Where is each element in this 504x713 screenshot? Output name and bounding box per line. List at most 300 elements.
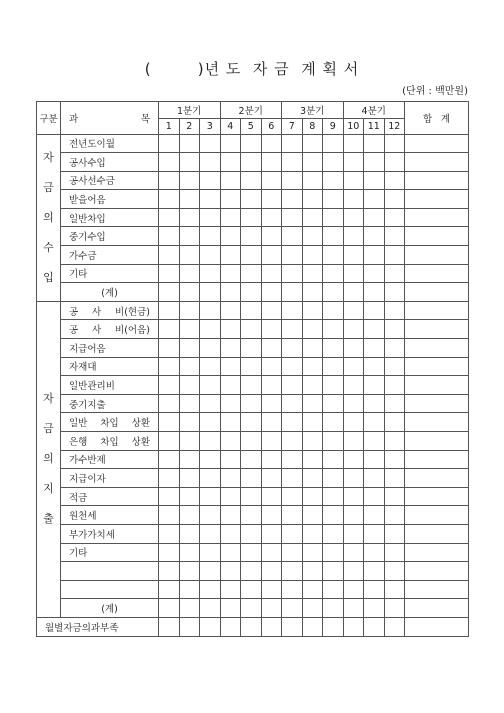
month-cell[interactable]	[241, 320, 262, 339]
month-cell[interactable]	[179, 599, 200, 618]
total-cell[interactable]	[405, 208, 469, 227]
month-cell[interactable]	[220, 469, 241, 488]
total-cell[interactable]	[405, 190, 469, 209]
month-cell[interactable]	[384, 320, 405, 339]
month-cell[interactable]	[241, 394, 262, 413]
month-cell[interactable]	[302, 524, 323, 543]
month-cell[interactable]	[343, 283, 364, 302]
month-cell[interactable]	[179, 246, 200, 265]
month-cell[interactable]	[261, 134, 282, 153]
month-cell[interactable]	[200, 208, 221, 227]
month-cell[interactable]	[384, 246, 405, 265]
month-cell[interactable]	[241, 301, 262, 320]
month-cell[interactable]	[261, 413, 282, 432]
month-cell[interactable]	[220, 227, 241, 246]
month-cell[interactable]	[302, 376, 323, 395]
month-cell[interactable]	[282, 450, 303, 469]
month-cell[interactable]	[261, 246, 282, 265]
month-cell[interactable]	[323, 134, 344, 153]
month-cell[interactable]	[364, 599, 385, 618]
total-cell[interactable]	[405, 543, 469, 562]
month-cell[interactable]	[159, 320, 180, 339]
month-cell[interactable]	[200, 357, 221, 376]
month-cell[interactable]	[179, 208, 200, 227]
month-cell[interactable]	[343, 357, 364, 376]
total-cell[interactable]	[405, 357, 469, 376]
month-cell[interactable]	[200, 580, 221, 599]
month-cell[interactable]	[241, 469, 262, 488]
month-cell[interactable]	[323, 543, 344, 562]
month-cell[interactable]	[179, 524, 200, 543]
month-cell[interactable]	[364, 171, 385, 190]
month-cell[interactable]	[220, 506, 241, 525]
month-cell[interactable]	[179, 339, 200, 358]
month-cell[interactable]	[302, 394, 323, 413]
month-cell[interactable]	[200, 599, 221, 618]
month-cell[interactable]	[384, 301, 405, 320]
month-cell[interactable]	[261, 506, 282, 525]
month-cell[interactable]	[241, 153, 262, 172]
month-cell[interactable]	[343, 562, 364, 581]
month-cell[interactable]	[200, 283, 221, 302]
month-cell[interactable]	[241, 376, 262, 395]
month-cell[interactable]	[364, 394, 385, 413]
month-cell[interactable]	[220, 580, 241, 599]
month-cell[interactable]	[261, 432, 282, 451]
month-cell[interactable]	[200, 432, 221, 451]
month-cell[interactable]	[179, 562, 200, 581]
month-cell[interactable]	[220, 376, 241, 395]
month-cell[interactable]	[364, 617, 385, 636]
month-cell[interactable]	[179, 301, 200, 320]
month-cell[interactable]	[261, 524, 282, 543]
month-cell[interactable]	[159, 562, 180, 581]
month-cell[interactable]	[220, 283, 241, 302]
month-cell[interactable]	[200, 320, 221, 339]
month-cell[interactable]	[302, 301, 323, 320]
month-cell[interactable]	[384, 134, 405, 153]
month-cell[interactable]	[261, 171, 282, 190]
month-cell[interactable]	[241, 357, 262, 376]
month-cell[interactable]	[384, 339, 405, 358]
month-cell[interactable]	[200, 339, 221, 358]
month-cell[interactable]	[200, 153, 221, 172]
month-cell[interactable]	[200, 246, 221, 265]
month-cell[interactable]	[384, 357, 405, 376]
month-cell[interactable]	[323, 339, 344, 358]
month-cell[interactable]	[282, 320, 303, 339]
month-cell[interactable]	[159, 301, 180, 320]
month-cell[interactable]	[241, 543, 262, 562]
month-cell[interactable]	[200, 562, 221, 581]
month-cell[interactable]	[159, 227, 180, 246]
month-cell[interactable]	[364, 339, 385, 358]
total-cell[interactable]	[405, 432, 469, 451]
month-cell[interactable]	[323, 432, 344, 451]
month-cell[interactable]	[220, 171, 241, 190]
month-cell[interactable]	[159, 246, 180, 265]
month-cell[interactable]	[179, 469, 200, 488]
month-cell[interactable]	[220, 487, 241, 506]
total-cell[interactable]	[405, 506, 469, 525]
month-cell[interactable]	[200, 190, 221, 209]
month-cell[interactable]	[200, 134, 221, 153]
month-cell[interactable]	[343, 394, 364, 413]
month-cell[interactable]	[261, 339, 282, 358]
month-cell[interactable]	[179, 580, 200, 599]
month-cell[interactable]	[282, 339, 303, 358]
month-cell[interactable]	[220, 208, 241, 227]
total-cell[interactable]	[405, 469, 469, 488]
month-cell[interactable]	[200, 450, 221, 469]
month-cell[interactable]	[364, 208, 385, 227]
month-cell[interactable]	[261, 357, 282, 376]
month-cell[interactable]	[220, 599, 241, 618]
month-cell[interactable]	[200, 376, 221, 395]
month-cell[interactable]	[343, 301, 364, 320]
month-cell[interactable]	[241, 283, 262, 302]
month-cell[interactable]	[200, 227, 221, 246]
month-cell[interactable]	[159, 376, 180, 395]
month-cell[interactable]	[261, 264, 282, 283]
month-cell[interactable]	[323, 524, 344, 543]
total-cell[interactable]	[405, 227, 469, 246]
month-cell[interactable]	[200, 264, 221, 283]
month-cell[interactable]	[364, 413, 385, 432]
month-cell[interactable]	[179, 376, 200, 395]
month-cell[interactable]	[261, 394, 282, 413]
month-cell[interactable]	[323, 376, 344, 395]
month-cell[interactable]	[384, 487, 405, 506]
month-cell[interactable]	[364, 190, 385, 209]
month-cell[interactable]	[364, 320, 385, 339]
month-cell[interactable]	[282, 264, 303, 283]
month-cell[interactable]	[364, 376, 385, 395]
month-cell[interactable]	[364, 543, 385, 562]
month-cell[interactable]	[241, 190, 262, 209]
month-cell[interactable]	[343, 227, 364, 246]
month-cell[interactable]	[220, 301, 241, 320]
month-cell[interactable]	[200, 394, 221, 413]
month-cell[interactable]	[343, 264, 364, 283]
month-cell[interactable]	[241, 487, 262, 506]
month-cell[interactable]	[302, 469, 323, 488]
month-cell[interactable]	[159, 264, 180, 283]
month-cell[interactable]	[241, 617, 262, 636]
month-cell[interactable]	[159, 543, 180, 562]
month-cell[interactable]	[364, 301, 385, 320]
month-cell[interactable]	[282, 376, 303, 395]
month-cell[interactable]	[384, 580, 405, 599]
month-cell[interactable]	[323, 413, 344, 432]
month-cell[interactable]	[364, 580, 385, 599]
month-cell[interactable]	[302, 543, 323, 562]
month-cell[interactable]	[220, 524, 241, 543]
month-cell[interactable]	[200, 617, 221, 636]
month-cell[interactable]	[282, 134, 303, 153]
month-cell[interactable]	[302, 339, 323, 358]
month-cell[interactable]	[220, 394, 241, 413]
month-cell[interactable]	[220, 450, 241, 469]
month-cell[interactable]	[200, 506, 221, 525]
month-cell[interactable]	[261, 190, 282, 209]
month-cell[interactable]	[179, 543, 200, 562]
month-cell[interactable]	[323, 357, 344, 376]
month-cell[interactable]	[364, 450, 385, 469]
month-cell[interactable]	[282, 469, 303, 488]
total-cell[interactable]	[405, 487, 469, 506]
month-cell[interactable]	[220, 617, 241, 636]
month-cell[interactable]	[159, 524, 180, 543]
month-cell[interactable]	[364, 264, 385, 283]
month-cell[interactable]	[384, 617, 405, 636]
total-cell[interactable]	[405, 580, 469, 599]
month-cell[interactable]	[302, 357, 323, 376]
month-cell[interactable]	[200, 413, 221, 432]
month-cell[interactable]	[323, 450, 344, 469]
month-cell[interactable]	[241, 562, 262, 581]
month-cell[interactable]	[343, 432, 364, 451]
month-cell[interactable]	[323, 487, 344, 506]
month-cell[interactable]	[261, 227, 282, 246]
month-cell[interactable]	[261, 153, 282, 172]
month-cell[interactable]	[179, 357, 200, 376]
month-cell[interactable]	[282, 171, 303, 190]
month-cell[interactable]	[282, 208, 303, 227]
month-cell[interactable]	[384, 599, 405, 618]
month-cell[interactable]	[261, 450, 282, 469]
month-cell[interactable]	[384, 376, 405, 395]
month-cell[interactable]	[179, 190, 200, 209]
month-cell[interactable]	[323, 469, 344, 488]
month-cell[interactable]	[323, 227, 344, 246]
month-cell[interactable]	[159, 171, 180, 190]
month-cell[interactable]	[302, 190, 323, 209]
month-cell[interactable]	[159, 617, 180, 636]
total-cell[interactable]	[405, 153, 469, 172]
month-cell[interactable]	[241, 208, 262, 227]
month-cell[interactable]	[159, 413, 180, 432]
month-cell[interactable]	[261, 580, 282, 599]
month-cell[interactable]	[323, 599, 344, 618]
total-cell[interactable]	[405, 413, 469, 432]
month-cell[interactable]	[220, 134, 241, 153]
month-cell[interactable]	[241, 524, 262, 543]
month-cell[interactable]	[323, 301, 344, 320]
month-cell[interactable]	[323, 506, 344, 525]
total-cell[interactable]	[405, 283, 469, 302]
month-cell[interactable]	[384, 153, 405, 172]
month-cell[interactable]	[282, 617, 303, 636]
month-cell[interactable]	[282, 524, 303, 543]
month-cell[interactable]	[343, 320, 364, 339]
month-cell[interactable]	[302, 599, 323, 618]
month-cell[interactable]	[241, 413, 262, 432]
total-cell[interactable]	[405, 339, 469, 358]
month-cell[interactable]	[282, 283, 303, 302]
month-cell[interactable]	[364, 469, 385, 488]
month-cell[interactable]	[384, 432, 405, 451]
month-cell[interactable]	[282, 506, 303, 525]
month-cell[interactable]	[302, 134, 323, 153]
month-cell[interactable]	[323, 246, 344, 265]
month-cell[interactable]	[241, 580, 262, 599]
month-cell[interactable]	[343, 134, 364, 153]
month-cell[interactable]	[364, 524, 385, 543]
month-cell[interactable]	[200, 487, 221, 506]
total-cell[interactable]	[405, 301, 469, 320]
month-cell[interactable]	[364, 246, 385, 265]
month-cell[interactable]	[384, 394, 405, 413]
month-cell[interactable]	[302, 171, 323, 190]
month-cell[interactable]	[384, 208, 405, 227]
month-cell[interactable]	[159, 357, 180, 376]
total-cell[interactable]	[405, 394, 469, 413]
month-cell[interactable]	[343, 543, 364, 562]
month-cell[interactable]	[159, 134, 180, 153]
month-cell[interactable]	[241, 506, 262, 525]
total-cell[interactable]	[405, 246, 469, 265]
month-cell[interactable]	[241, 134, 262, 153]
month-cell[interactable]	[261, 283, 282, 302]
total-cell[interactable]	[405, 524, 469, 543]
month-cell[interactable]	[364, 432, 385, 451]
month-cell[interactable]	[384, 227, 405, 246]
month-cell[interactable]	[302, 320, 323, 339]
month-cell[interactable]	[179, 171, 200, 190]
month-cell[interactable]	[220, 339, 241, 358]
month-cell[interactable]	[282, 394, 303, 413]
month-cell[interactable]	[384, 450, 405, 469]
month-cell[interactable]	[302, 487, 323, 506]
month-cell[interactable]	[179, 450, 200, 469]
month-cell[interactable]	[323, 394, 344, 413]
month-cell[interactable]	[384, 283, 405, 302]
month-cell[interactable]	[364, 506, 385, 525]
month-cell[interactable]	[220, 413, 241, 432]
month-cell[interactable]	[159, 339, 180, 358]
month-cell[interactable]	[159, 208, 180, 227]
month-cell[interactable]	[364, 134, 385, 153]
month-cell[interactable]	[282, 246, 303, 265]
month-cell[interactable]	[159, 469, 180, 488]
month-cell[interactable]	[261, 469, 282, 488]
month-cell[interactable]	[384, 524, 405, 543]
month-cell[interactable]	[261, 599, 282, 618]
month-cell[interactable]	[220, 357, 241, 376]
month-cell[interactable]	[323, 283, 344, 302]
month-cell[interactable]	[159, 153, 180, 172]
month-cell[interactable]	[220, 153, 241, 172]
month-cell[interactable]	[261, 617, 282, 636]
month-cell[interactable]	[179, 320, 200, 339]
month-cell[interactable]	[220, 246, 241, 265]
month-cell[interactable]	[384, 506, 405, 525]
month-cell[interactable]	[364, 283, 385, 302]
total-cell[interactable]	[405, 562, 469, 581]
month-cell[interactable]	[343, 580, 364, 599]
month-cell[interactable]	[200, 301, 221, 320]
month-cell[interactable]	[261, 487, 282, 506]
month-cell[interactable]	[323, 171, 344, 190]
month-cell[interactable]	[302, 432, 323, 451]
month-cell[interactable]	[343, 413, 364, 432]
month-cell[interactable]	[200, 543, 221, 562]
month-cell[interactable]	[302, 246, 323, 265]
month-cell[interactable]	[159, 432, 180, 451]
month-cell[interactable]	[179, 487, 200, 506]
month-cell[interactable]	[200, 524, 221, 543]
month-cell[interactable]	[179, 413, 200, 432]
month-cell[interactable]	[302, 283, 323, 302]
month-cell[interactable]	[343, 450, 364, 469]
total-cell[interactable]	[405, 264, 469, 283]
month-cell[interactable]	[384, 543, 405, 562]
month-cell[interactable]	[159, 506, 180, 525]
month-cell[interactable]	[282, 487, 303, 506]
month-cell[interactable]	[261, 376, 282, 395]
month-cell[interactable]	[343, 153, 364, 172]
month-cell[interactable]	[343, 469, 364, 488]
month-cell[interactable]	[384, 171, 405, 190]
month-cell[interactable]	[261, 562, 282, 581]
month-cell[interactable]	[364, 153, 385, 172]
month-cell[interactable]	[364, 357, 385, 376]
month-cell[interactable]	[364, 487, 385, 506]
month-cell[interactable]	[282, 227, 303, 246]
month-cell[interactable]	[261, 320, 282, 339]
total-cell[interactable]	[405, 320, 469, 339]
month-cell[interactable]	[261, 208, 282, 227]
month-cell[interactable]	[323, 153, 344, 172]
total-cell[interactable]	[405, 171, 469, 190]
month-cell[interactable]	[220, 562, 241, 581]
month-cell[interactable]	[302, 580, 323, 599]
month-cell[interactable]	[282, 153, 303, 172]
month-cell[interactable]	[323, 264, 344, 283]
total-cell[interactable]	[405, 376, 469, 395]
month-cell[interactable]	[323, 562, 344, 581]
month-cell[interactable]	[343, 208, 364, 227]
month-cell[interactable]	[302, 450, 323, 469]
month-cell[interactable]	[241, 171, 262, 190]
month-cell[interactable]	[179, 283, 200, 302]
month-cell[interactable]	[343, 171, 364, 190]
month-cell[interactable]	[343, 339, 364, 358]
month-cell[interactable]	[302, 208, 323, 227]
month-cell[interactable]	[364, 227, 385, 246]
month-cell[interactable]	[179, 432, 200, 451]
month-cell[interactable]	[179, 394, 200, 413]
month-cell[interactable]	[220, 543, 241, 562]
month-cell[interactable]	[282, 432, 303, 451]
month-cell[interactable]	[343, 190, 364, 209]
month-cell[interactable]	[323, 617, 344, 636]
month-cell[interactable]	[323, 580, 344, 599]
month-cell[interactable]	[343, 506, 364, 525]
total-cell[interactable]	[405, 617, 469, 636]
month-cell[interactable]	[241, 450, 262, 469]
month-cell[interactable]	[159, 599, 180, 618]
month-cell[interactable]	[384, 562, 405, 581]
month-cell[interactable]	[343, 246, 364, 265]
month-cell[interactable]	[343, 599, 364, 618]
month-cell[interactable]	[282, 580, 303, 599]
month-cell[interactable]	[302, 562, 323, 581]
month-cell[interactable]	[282, 190, 303, 209]
month-cell[interactable]	[241, 264, 262, 283]
month-cell[interactable]	[200, 171, 221, 190]
